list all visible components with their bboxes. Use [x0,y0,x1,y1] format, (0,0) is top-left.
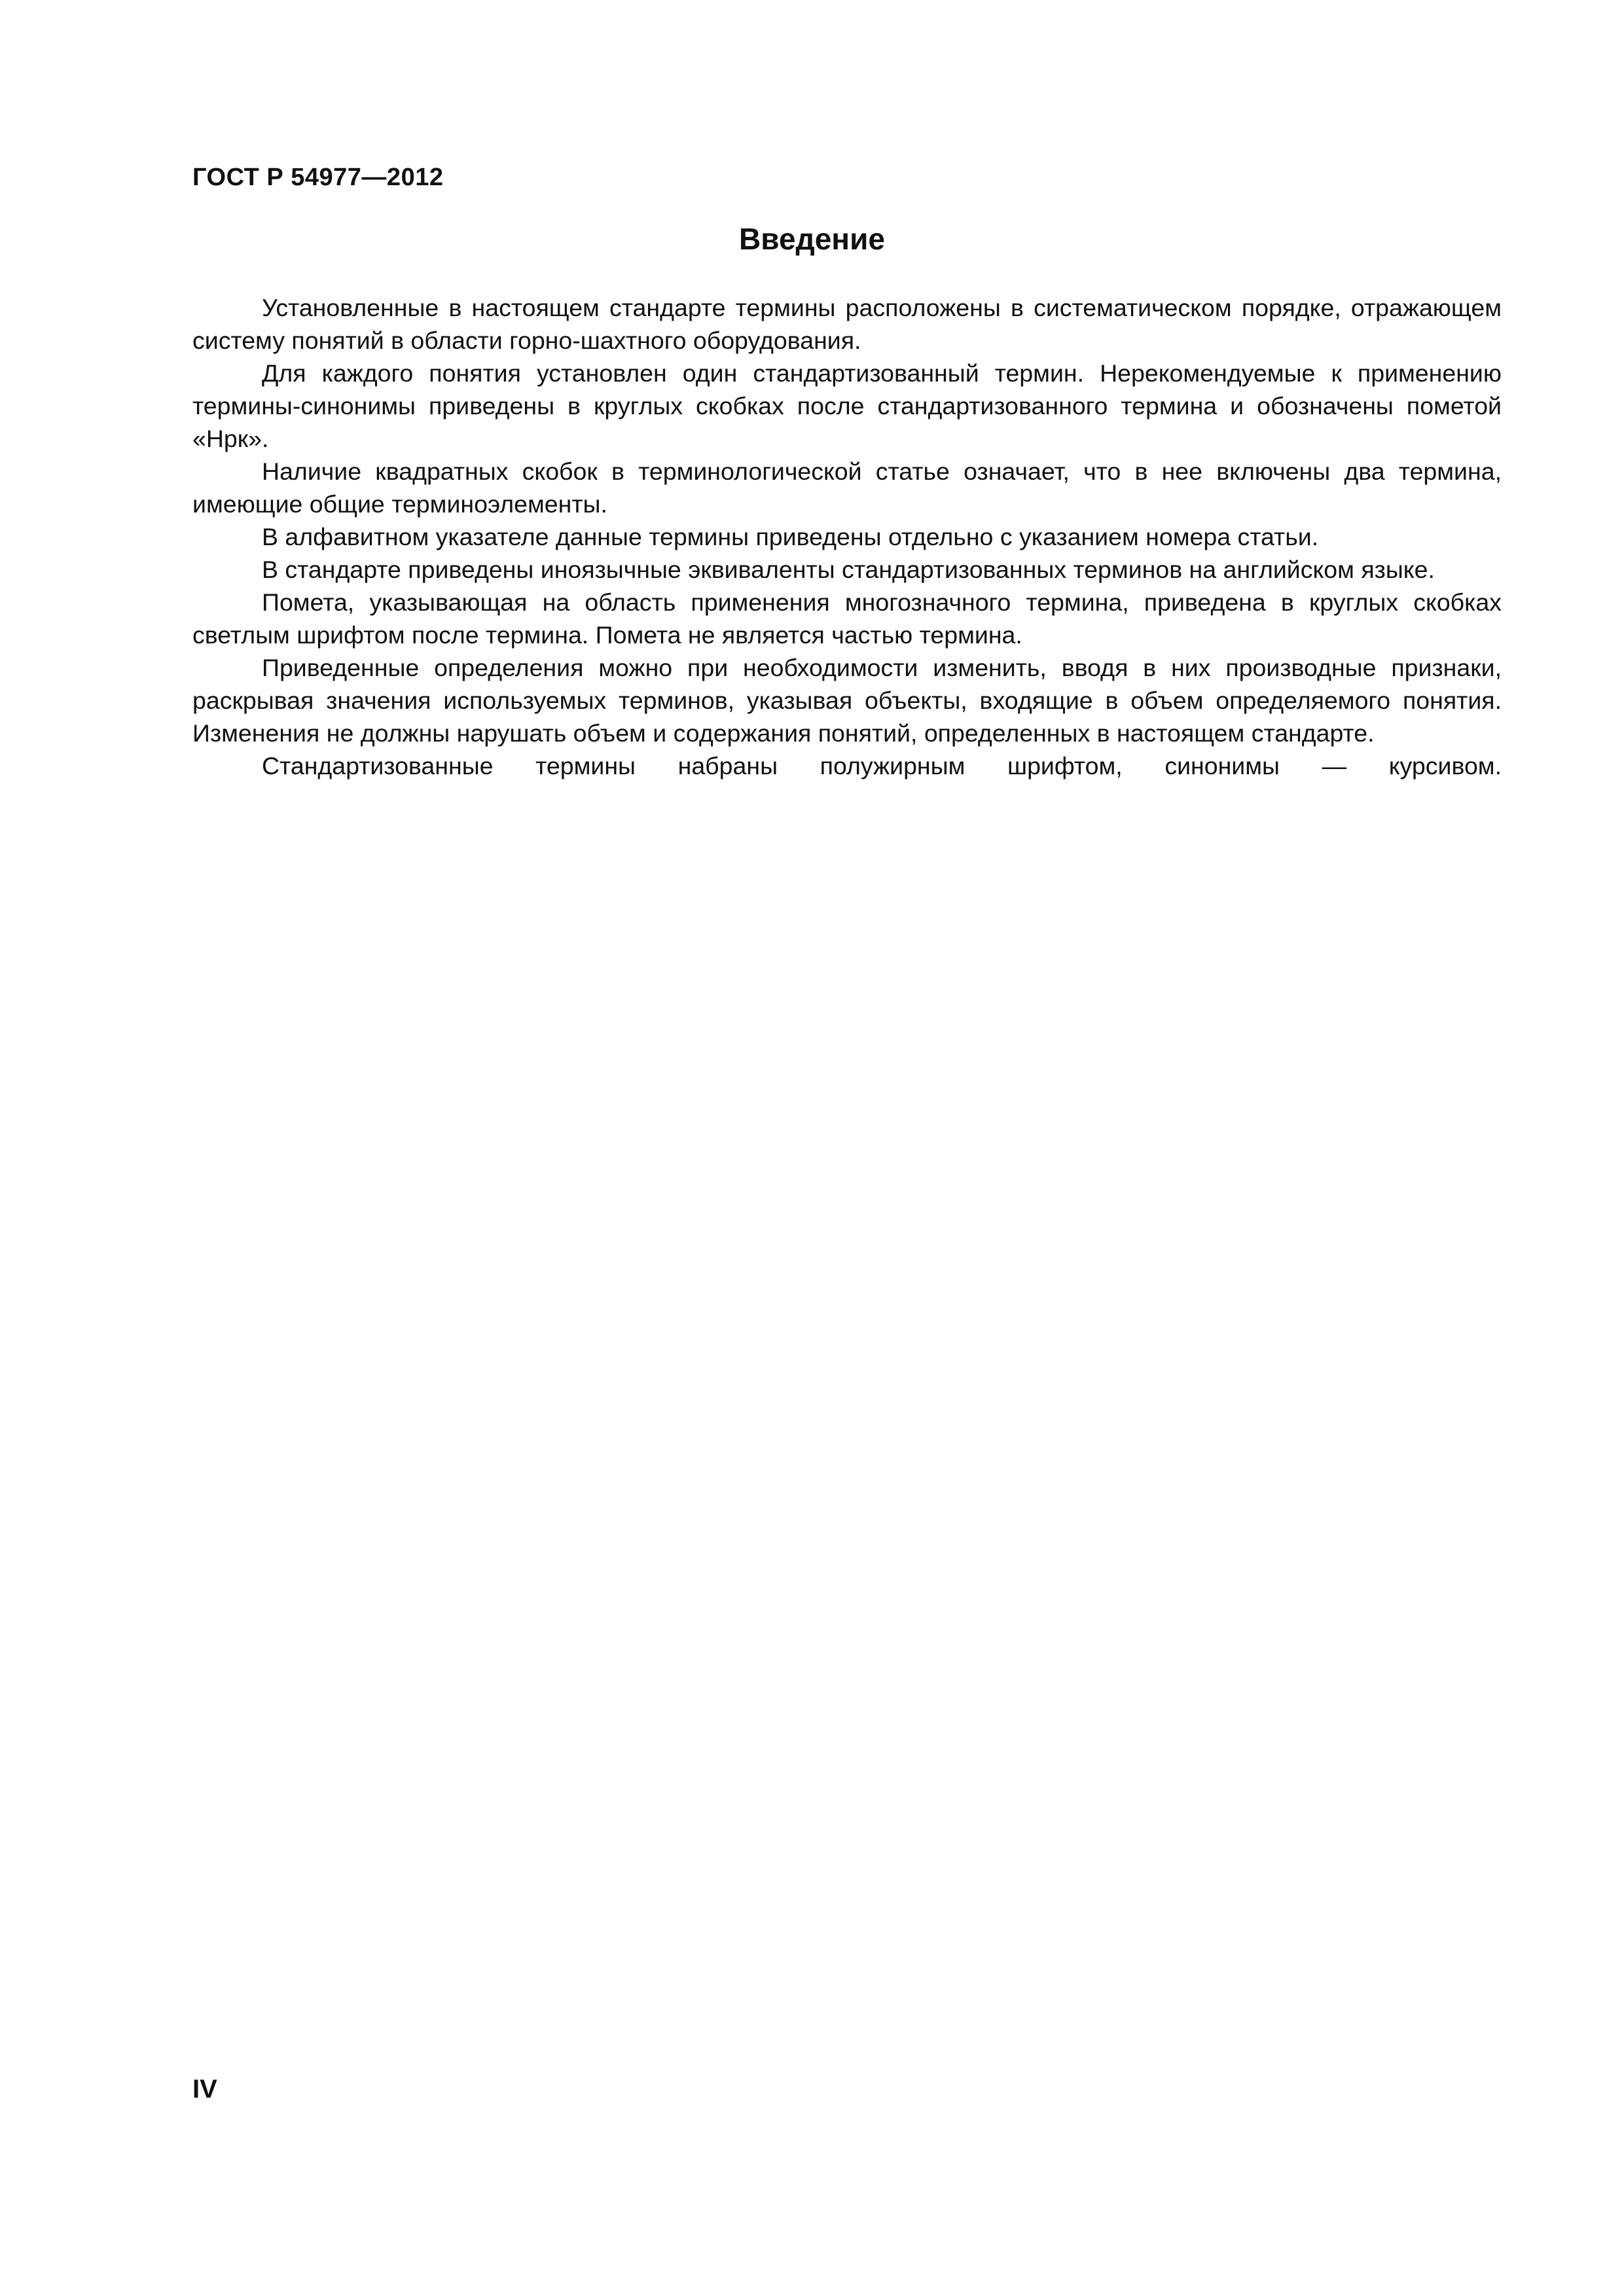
document-code: ГОСТ Р 54977—2012 [192,164,444,191]
paragraph: Наличие квадратных скобок в терминологической статье означает, что в нее включены два термина, имеющие общие терминоэлементы. [192,457,1502,518]
page-number: IV [192,2075,217,2104]
paragraph: В стандарте приведены иноязычные эквиваленты стандартизованных терминов на английском языке. [262,556,1435,583]
paragraph: Приведенные определения можно при необходимости изменить, вводя в них производные признаки, раскрывая значения используемых терминов, указывая объекты, входящие в объем определяемого понятия. Изменения не должны нарушать объем и содержания понятий, определенных в настоящем стандарте. [192,654,1502,747]
paragraph: Для каждого понятия установлен один стандартизованный термин. Нерекомендуемые к применению термины-синонимы приведены в круглых скобках после стандартизованного термина и обозначены пометой «Нрк». [192,359,1502,452]
paragraph: Стандартизованные термины набраны полужирным шрифтом, синонимы — курсивом. [262,752,1502,780]
paragraph: Установленные в настоящем стандарте термины расположены в систематическом порядке, отражающем систему понятий в области горно-шахтного оборудования. [192,294,1502,354]
paragraph: В алфавитном указателе данные термины приведены отдельно с указанием номера статьи. [262,523,1319,550]
introduction-body [192,291,1502,782]
section-title: Введение [739,222,885,256]
paragraph: Помета, указывающая на область применения многозначного термина, приведена в круглых скобках светлым шрифтом после термина. Помета не является частью термина. [192,588,1502,649]
